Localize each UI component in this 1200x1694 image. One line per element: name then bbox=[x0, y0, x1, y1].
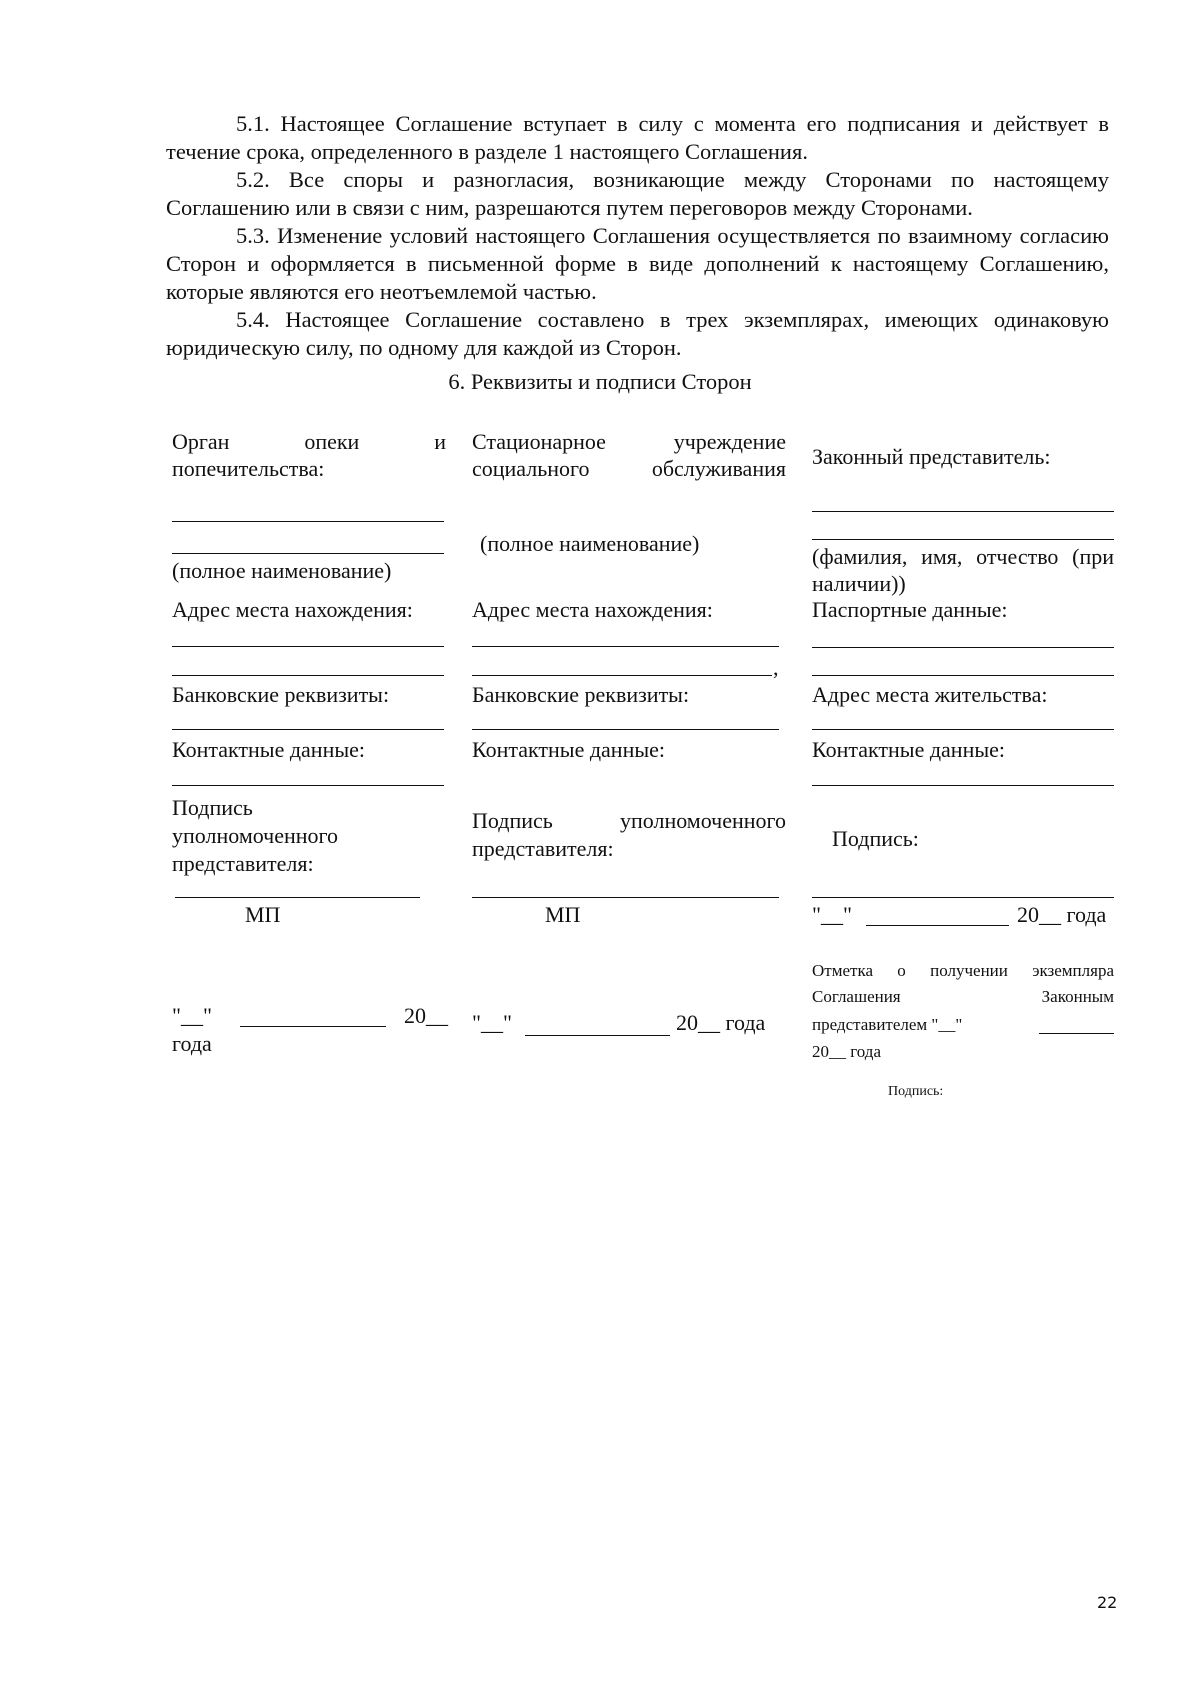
col1-contacts-label: Контактные данные: bbox=[172, 737, 365, 762]
col1-signature-line bbox=[175, 897, 420, 898]
col2-bank-label: Банковские реквизиты: bbox=[472, 682, 690, 707]
col3-date-year: 20__ года bbox=[1017, 902, 1107, 927]
col3-blank-line bbox=[812, 647, 1114, 648]
col1-blank-line bbox=[172, 785, 444, 786]
col1-date-word: года bbox=[172, 1031, 212, 1056]
col3-date-line bbox=[866, 925, 1009, 926]
receipt-note-line3: 20__ года bbox=[812, 1042, 882, 1061]
col2-date-line bbox=[525, 1035, 670, 1036]
col2-title: Стационарное учреждение социального обслуживания bbox=[472, 429, 786, 481]
col3-residence-label: Адрес места жительства: bbox=[812, 682, 1048, 707]
col1-date-quote: "__" bbox=[172, 1003, 212, 1028]
col3-signature-line bbox=[812, 897, 1114, 898]
col2-blank-line bbox=[472, 646, 779, 647]
col1-bank-label: Банковские реквизиты: bbox=[172, 682, 390, 707]
clause-5-1: 5.1. Настоящее Соглашение вступает в силу с момента его подписания и действует в течение срока, определенного в разделе 1 настоящего Соглашения. bbox=[166, 111, 1109, 164]
col2-contacts-label: Контактные данные: bbox=[472, 737, 665, 762]
page-number: 22 bbox=[1097, 1593, 1118, 1612]
section-6-title: 6. Реквизиты и подписи Сторон bbox=[448, 369, 752, 394]
col3-name-caption: (фамилия, имя, отчество (при наличии)) bbox=[812, 544, 1114, 596]
col3-blank-line bbox=[812, 511, 1114, 512]
col3-title: Законный представитель: bbox=[812, 444, 1051, 469]
col2-date-year: 20__ года bbox=[676, 1010, 766, 1035]
col2-signature-label: Подпись уполномоченного представителя: bbox=[472, 808, 786, 861]
clause-5-4: 5.4. Настоящее Соглашение составлено в трех экземплярах, имеющих одинаковую юридическую силу, по одному для каждой из Сторон. bbox=[166, 307, 1109, 360]
col3-contacts-label: Контактные данные: bbox=[812, 737, 1005, 762]
col1-title: Орган опеки и попечительства: bbox=[172, 429, 446, 481]
col3-signature-label: Подпись: bbox=[832, 826, 919, 851]
col1-blank-line bbox=[172, 729, 444, 730]
clause-5-2: 5.2. Все споры и разногласия, возникающие между Сторонами по настоящему Соглашению или в связи с ним, разрешаются путем переговоров между Сторонами. bbox=[166, 167, 1109, 220]
col2-date-quote: "__" bbox=[472, 1010, 512, 1035]
col2-blank-line bbox=[472, 675, 772, 676]
col2-comma: , bbox=[773, 655, 779, 680]
col3-date-quote: "__" bbox=[812, 902, 852, 927]
col1-date-year: 20__ bbox=[404, 1003, 448, 1028]
col1-blank-line bbox=[172, 675, 444, 676]
col1-full-name-caption: (полное наименование) bbox=[172, 558, 392, 583]
col2-blank-line bbox=[472, 729, 779, 730]
col1-stamp: МП bbox=[245, 902, 281, 927]
receipt-date-line bbox=[1039, 1033, 1114, 1034]
receipt-signature-label: Подпись: bbox=[888, 1084, 944, 1099]
col1-blank-line bbox=[172, 646, 444, 647]
col2-signature-line bbox=[472, 897, 779, 898]
col2-stamp: МП bbox=[545, 902, 581, 927]
receipt-note-line1: Отметка о получении экземпляра Соглашения Законным bbox=[812, 961, 1114, 1006]
clauses-block bbox=[166, 110, 1109, 362]
col1-blank-line bbox=[172, 521, 444, 522]
col1-date-line bbox=[240, 1026, 386, 1027]
col3-passport-label: Паспортные данные: bbox=[812, 597, 1008, 622]
col2-full-name-caption: (полное наименование) bbox=[480, 531, 700, 556]
col1-blank-line bbox=[172, 553, 444, 554]
col3-blank-line bbox=[812, 539, 1114, 540]
col3-blank-line bbox=[812, 675, 1114, 676]
clause-5-3: 5.3. Изменение условий настоящего Соглашения осуществляется по взаимному согласию Сторон и оформляется в письменной форме в виде дополнений к настоящему Соглашению, которые являются его неотъемлемой частью. bbox=[166, 223, 1109, 304]
receipt-note-line2: представителем "__" bbox=[812, 1015, 963, 1034]
col1-signature-label: Подпись уполномоченного представителя: bbox=[172, 795, 339, 876]
col2-address-label: Адрес места нахождения: bbox=[472, 597, 713, 622]
col1-address-label: Адрес места нахождения: bbox=[172, 597, 413, 622]
col3-blank-line bbox=[812, 729, 1114, 730]
col3-blank-line bbox=[812, 785, 1114, 786]
